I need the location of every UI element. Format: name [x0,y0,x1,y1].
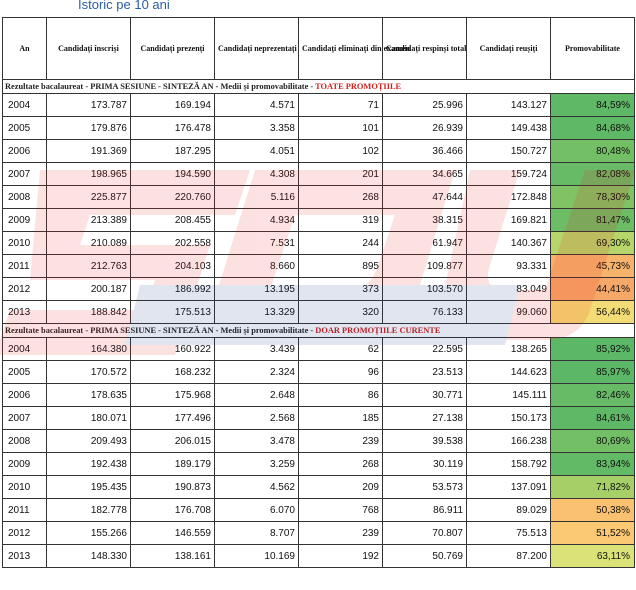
cell-eliminati: 244 [299,232,383,255]
header-eliminati: Candidați eliminați din examen [299,18,383,80]
cell-reusiti: 143.127 [467,94,551,117]
cell-year: 2012 [3,522,47,545]
table-row [3,140,635,163]
cell-eliminati: 768 [299,499,383,522]
section-label [3,80,635,94]
table-row [3,407,635,430]
cell-neprezentati: 3.439 [215,338,299,361]
cell-promovabilitate: 71,82% [551,476,635,499]
cell-promovabilitate: 56,44% [551,301,635,324]
cell-promovabilitate: 78,30% [551,186,635,209]
cell-year: 2008 [3,430,47,453]
cell-respinsi: 103.570 [383,278,467,301]
cell-respinsi: 61.947 [383,232,467,255]
cell-eliminati: 895 [299,255,383,278]
cell-respinsi: 26.939 [383,117,467,140]
cell-inscrisi: 213.389 [47,209,131,232]
cell-prezenti: 190.873 [131,476,215,499]
cell-neprezentati: 10.169 [215,545,299,568]
cell-neprezentati: 3.259 [215,453,299,476]
cell-promovabilitate: 85,97% [551,361,635,384]
cell-inscrisi: 192.438 [47,453,131,476]
cell-eliminati: 319 [299,209,383,232]
section-label-prefix: Rezultate bacalaureat - PRIMA SESIUNE - SINTEZĂ AN - Medii și promovabilitate - [5,82,316,91]
cell-neprezentati: 8.707 [215,522,299,545]
header-promovabilitate: Promovabilitate [551,18,635,80]
cell-reusiti: 158.792 [467,453,551,476]
cell-promovabilitate: 50,38% [551,499,635,522]
cell-promovabilitate: 51,52% [551,522,635,545]
cell-year: 2009 [3,209,47,232]
table-row [3,361,635,384]
cell-neprezentati: 8.660 [215,255,299,278]
cell-prezenti: 160.922 [131,338,215,361]
table-row [3,163,635,186]
cell-reusiti: 150.727 [467,140,551,163]
cell-respinsi: 22.595 [383,338,467,361]
cell-promovabilitate: 82,46% [551,384,635,407]
header-row [3,18,635,80]
section-label-prefix: Rezultate bacalaureat - PRIMA SESIUNE - SINTEZĂ AN - Medii și promovabilitate - [5,326,316,335]
cell-respinsi: 39.538 [383,430,467,453]
cell-year: 2004 [3,338,47,361]
cell-prezenti: 168.232 [131,361,215,384]
table-row [3,453,635,476]
cell-reusiti: 87.200 [467,545,551,568]
table-row [3,499,635,522]
cell-inscrisi: 148.330 [47,545,131,568]
cell-neprezentati: 5.116 [215,186,299,209]
header-year: An [3,18,47,80]
table-row [3,232,635,255]
cell-inscrisi: 225.877 [47,186,131,209]
cell-reusiti: 137.091 [467,476,551,499]
table-row [3,384,635,407]
cell-eliminati: 62 [299,338,383,361]
cell-year: 2012 [3,278,47,301]
table-row [3,255,635,278]
cell-inscrisi: 195.435 [47,476,131,499]
cell-prezenti: 176.708 [131,499,215,522]
header-neprezentati: Candidați neprezentați [215,18,299,80]
cell-neprezentati: 3.358 [215,117,299,140]
cell-reusiti: 89.029 [467,499,551,522]
cell-year: 2005 [3,361,47,384]
cell-promovabilitate: 69,30% [551,232,635,255]
cell-year: 2010 [3,232,47,255]
cell-year: 2004 [3,94,47,117]
cell-eliminati: 102 [299,140,383,163]
cell-year: 2009 [3,453,47,476]
table-row [3,278,635,301]
cell-neprezentati: 2.324 [215,361,299,384]
cell-promovabilitate: 45,73% [551,255,635,278]
table-row [3,186,635,209]
cell-eliminati: 192 [299,545,383,568]
cell-reusiti: 138.265 [467,338,551,361]
section-label-highlight: DOAR PROMOȚIILE CURENTE [315,326,441,335]
cell-reusiti: 144.623 [467,361,551,384]
cell-eliminati: 239 [299,522,383,545]
cell-respinsi: 30.119 [383,453,467,476]
cell-eliminati: 373 [299,278,383,301]
cell-promovabilitate: 84,61% [551,407,635,430]
cell-reusiti: 169.821 [467,209,551,232]
header-prezenti: Candidați prezenți [131,18,215,80]
cell-prezenti: 189.179 [131,453,215,476]
cell-promovabilitate: 84,68% [551,117,635,140]
cell-respinsi: 38.315 [383,209,467,232]
table-row [3,545,635,568]
cell-prezenti: 146.559 [131,522,215,545]
cell-eliminati: 209 [299,476,383,499]
cell-respinsi: 23.513 [383,361,467,384]
cell-prezenti: 194.590 [131,163,215,186]
cell-year: 2010 [3,476,47,499]
cell-eliminati: 239 [299,430,383,453]
cell-eliminati: 71 [299,94,383,117]
cell-eliminati: 185 [299,407,383,430]
table-row [3,94,635,117]
cell-respinsi: 76.133 [383,301,467,324]
cell-inscrisi: 198.965 [47,163,131,186]
cell-respinsi: 109.877 [383,255,467,278]
cell-reusiti: 140.367 [467,232,551,255]
cell-neprezentati: 2.568 [215,407,299,430]
table-row [3,209,635,232]
cell-inscrisi: 182.778 [47,499,131,522]
cell-year: 2006 [3,384,47,407]
table-row [3,430,635,453]
table-row [3,522,635,545]
cell-respinsi: 36.466 [383,140,467,163]
cell-neprezentati: 4.562 [215,476,299,499]
cell-neprezentati: 2.648 [215,384,299,407]
table-row [3,301,635,324]
cell-eliminati: 201 [299,163,383,186]
cell-reusiti: 166.238 [467,430,551,453]
cell-neprezentati: 4.051 [215,140,299,163]
cell-reusiti: 150.173 [467,407,551,430]
table-body [3,80,635,568]
cell-year: 2007 [3,407,47,430]
cell-prezenti: 177.496 [131,407,215,430]
cell-inscrisi: 164.380 [47,338,131,361]
cell-neprezentati: 4.308 [215,163,299,186]
cell-prezenti: 204.103 [131,255,215,278]
cell-prezenti: 176.478 [131,117,215,140]
cell-inscrisi: 179.876 [47,117,131,140]
cell-neprezentati: 4.934 [215,209,299,232]
cell-promovabilitate: 80,48% [551,140,635,163]
section-header [3,324,635,338]
section-label-highlight: TOATE PROMOȚIILE [315,82,402,91]
cell-neprezentati: 6.070 [215,499,299,522]
cell-neprezentati: 13.329 [215,301,299,324]
cell-respinsi: 25.996 [383,94,467,117]
cell-eliminati: 101 [299,117,383,140]
cell-inscrisi: 210.089 [47,232,131,255]
cell-respinsi: 53.573 [383,476,467,499]
cell-inscrisi: 155.266 [47,522,131,545]
results-table [2,17,635,568]
cell-respinsi: 27.138 [383,407,467,430]
cell-reusiti: 75.513 [467,522,551,545]
cell-neprezentati: 3.478 [215,430,299,453]
section-label [3,324,635,338]
cell-promovabilitate: 80,69% [551,430,635,453]
cell-year: 2008 [3,186,47,209]
cell-year: 2013 [3,545,47,568]
cell-inscrisi: 180.071 [47,407,131,430]
document-title: Istoric pe 10 ani [78,0,170,12]
cell-prezenti: 187.295 [131,140,215,163]
cell-year: 2011 [3,499,47,522]
cell-year: 2007 [3,163,47,186]
cell-prezenti: 186.992 [131,278,215,301]
cell-year: 2005 [3,117,47,140]
cell-reusiti: 83.049 [467,278,551,301]
cell-promovabilitate: 82,08% [551,163,635,186]
cell-promovabilitate: 84,59% [551,94,635,117]
cell-prezenti: 138.161 [131,545,215,568]
header-respinsi: Candidați respinși total [383,18,467,80]
table-row [3,117,635,140]
cell-inscrisi: 170.572 [47,361,131,384]
header-inscrisi: Candidați înscriși [47,18,131,80]
cell-reusiti: 172.848 [467,186,551,209]
cell-inscrisi: 173.787 [47,94,131,117]
cell-prezenti: 175.513 [131,301,215,324]
cell-respinsi: 30.771 [383,384,467,407]
section-header [3,80,635,94]
cell-year: 2006 [3,140,47,163]
cell-respinsi: 70.807 [383,522,467,545]
cell-promovabilitate: 81,47% [551,209,635,232]
cell-neprezentati: 7.531 [215,232,299,255]
cell-eliminati: 320 [299,301,383,324]
cell-eliminati: 268 [299,186,383,209]
cell-respinsi: 86.911 [383,499,467,522]
cell-eliminati: 96 [299,361,383,384]
cell-reusiti: 93.331 [467,255,551,278]
cell-promovabilitate: 44,41% [551,278,635,301]
cell-neprezentati: 13.195 [215,278,299,301]
cell-year: 2011 [3,255,47,278]
cell-reusiti: 149.438 [467,117,551,140]
cell-prezenti: 169.194 [131,94,215,117]
cell-respinsi: 47.644 [383,186,467,209]
cell-inscrisi: 209.493 [47,430,131,453]
cell-eliminati: 268 [299,453,383,476]
cell-inscrisi: 188.842 [47,301,131,324]
table-row [3,476,635,499]
cell-promovabilitate: 63,11% [551,545,635,568]
header-reusiti: Candidați reușiți [467,18,551,80]
cell-prezenti: 208.455 [131,209,215,232]
cell-reusiti: 99.060 [467,301,551,324]
cell-reusiti: 145.111 [467,384,551,407]
cell-promovabilitate: 83,94% [551,453,635,476]
cell-prezenti: 220.760 [131,186,215,209]
cell-neprezentati: 4.571 [215,94,299,117]
cell-inscrisi: 178.635 [47,384,131,407]
cell-promovabilitate: 85,92% [551,338,635,361]
cell-inscrisi: 212.763 [47,255,131,278]
cell-inscrisi: 191.369 [47,140,131,163]
cell-prezenti: 175.968 [131,384,215,407]
cell-inscrisi: 200.187 [47,278,131,301]
cell-respinsi: 34.665 [383,163,467,186]
cell-prezenti: 202.558 [131,232,215,255]
cell-reusiti: 159.724 [467,163,551,186]
cell-year: 2013 [3,301,47,324]
cell-prezenti: 206.015 [131,430,215,453]
cell-eliminati: 86 [299,384,383,407]
cell-respinsi: 50.769 [383,545,467,568]
table-row [3,338,635,361]
